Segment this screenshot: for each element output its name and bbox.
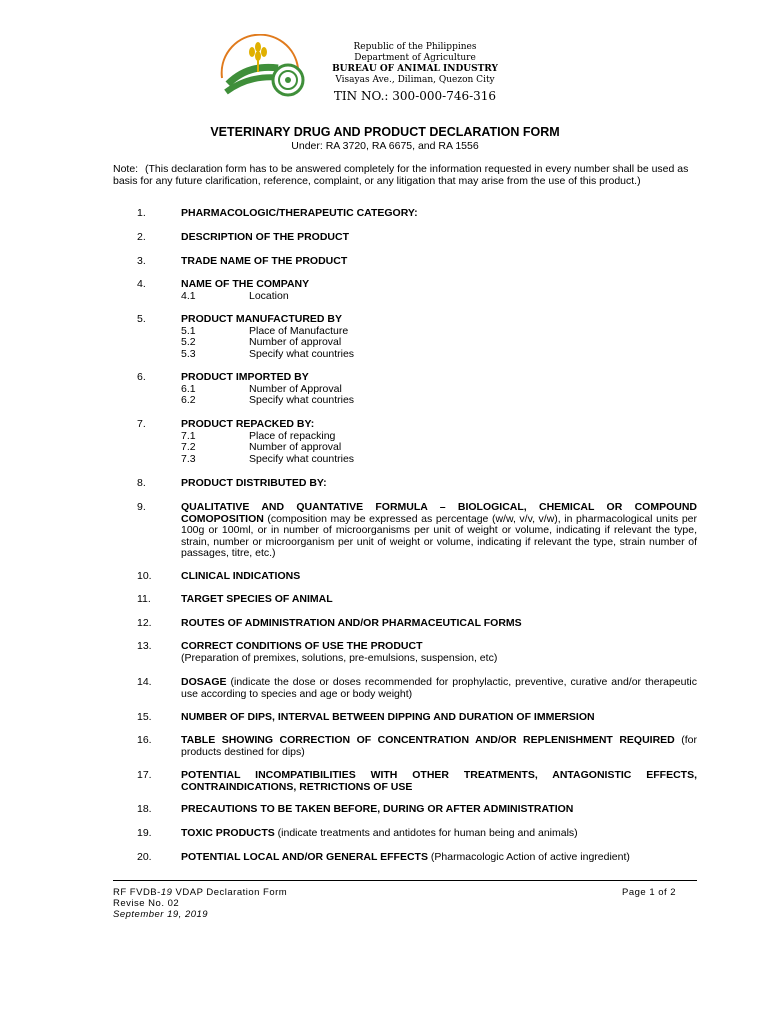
item-heading: NUMBER OF DIPS, INTERVAL BETWEEN DIPPING AND DURATION OF IMMERSION [181,711,595,723]
item-number: 4. [137,278,146,290]
footer-form-code: RF FVDB-19 VDAP Declaration Form [113,887,288,898]
item-heading: TOXIC PRODUCTS [181,827,275,839]
sub-item-number: 7.3 [181,452,196,465]
sub-item [181,349,697,361]
item-number: 5. [137,313,146,325]
sub-item-number: 6.1 [181,382,196,395]
item-number: 20. [137,851,152,863]
item-body [181,828,697,840]
item-number: 16. [137,734,152,746]
header-bureau: BUREAU OF ANIMAL INDUSTRY [332,64,498,74]
item-description: (indicate treatments and antidotes for human being and animals) [274,827,578,839]
item-number: 7. [137,418,146,430]
sub-item-number: 4.1 [181,289,196,302]
item-body [181,770,697,793]
item-heading: POTENTIAL LOCAL AND/OR GENERAL EFFECTS [181,851,428,863]
sub-item-label: Place of repacking [249,429,336,442]
item-number: 14. [137,676,152,688]
sub-item [181,454,697,466]
item-number: 13. [137,640,152,652]
sub-item-number: 6.2 [181,394,196,407]
item-body [181,372,697,407]
item-heading: PRODUCT DISTRIBUTED BY: [181,477,327,489]
sub-item-label: Number of approval [249,441,342,454]
item-body [181,804,697,816]
item-number: 8. [137,477,146,489]
item-number: 1. [137,207,146,219]
sub-item-label: Specify what countries [249,452,355,465]
item-description: (indicate the dose or doses recommended for prophylactic, preventive, curative and/or therapeutic use according to species and age or body weight) [181,676,697,700]
item-body [181,712,697,724]
item-body [181,594,697,606]
item-body [181,208,697,220]
item-body [181,314,697,360]
item-heading: CLINICAL INDICATIONS [181,570,301,582]
header-tin: TIN NO.: 300-000-746-316 [333,89,497,103]
item-description: (composition may be expressed as percentage (w/w, v/v, v/w), in pharmacological units per 100g or 100ml, or in number of microorganisms per unit of weight or volume, indicating if relevant the type, strain, number or microorganism per unit of weight or volume, indicating if relevant the type, strain number of passages, titre, etc.) [181,512,697,560]
item-description: (for products destined for dips) [181,734,697,758]
item-description: (Pharmacologic Action of active ingredient) [427,851,630,863]
item-body [181,279,697,302]
form-legal-basis: Under: RA 3720, RA 6675, and RA 1556 [291,140,479,152]
item-body [181,735,697,758]
item-heading: DESCRIPTION OF THE PRODUCT [181,231,350,243]
sub-item-number: 5.2 [181,336,196,349]
header-department: Department of Agriculture [354,53,476,63]
item-body [181,478,697,490]
form-note [113,163,698,187]
footer-revision: Revise No. 02 [113,898,180,909]
department-of-agriculture-seal [208,34,312,100]
item-heading: DOSAGE [181,676,227,688]
item-heading: PRODUCT IMPORTED BY [181,371,309,383]
item-body [181,419,697,465]
item-number: 9. [137,501,146,513]
item-heading: TARGET SPECIES OF ANIMAL [181,593,333,605]
item-body [181,852,697,864]
header-republic: Republic of the Philippines [353,42,477,52]
note-label: Note: [113,163,139,175]
agency-header [300,42,530,104]
item-number: 12. [137,617,152,629]
sub-item [181,395,697,407]
item-body [181,256,697,268]
note-text: (This declaration form has to be answered completely for the information requested in every number shall be used as basis for any future clarification, reference, complaint, or any litigation that may arise from the use of this product.) [113,163,689,187]
sub-item-label: Location [249,289,289,302]
sub-item-label: Specify what countries [249,394,355,407]
item-number: 15. [137,711,152,723]
item-heading: POTENTIAL INCOMPATIBILITIES WITH OTHER TREATMENTS, ANTAGONISTIC EFFECTS, CONTRAINDICATIONS, RETRICTIONS OF USE [181,769,697,793]
sub-item-label: Specify what countries [249,347,355,360]
item-body [181,618,697,630]
item-body [181,232,697,244]
sub-item-label: Place of Manufacture [249,324,349,337]
item-heading: PRODUCT REPACKED BY: [181,418,315,430]
item-heading: NAME OF THE COMPANY [181,278,310,290]
item-number: 17. [137,769,152,781]
item-description: (Preparation of premixes, solutions, pre-emulsions, suspension, etc) [181,651,498,664]
item-body [181,571,697,583]
item-heading: PHARMACOLOGIC/THERAPEUTIC CATEGORY: [181,207,418,219]
item-number: 10. [137,570,152,582]
item-body [181,641,697,664]
sub-item-number: 5.3 [181,347,196,360]
item-heading: PRODUCT MANUFACTURED BY [181,313,342,325]
sub-item [181,291,697,303]
item-number: 3. [137,255,146,267]
footer-rule [113,880,697,881]
item-body [181,677,697,700]
page-number: Page 1 of 2 [622,887,677,898]
footer-date: September 19, 2019 [113,909,209,920]
item-heading: PRECAUTIONS TO BE TAKEN BEFORE, DURING OR AFTER ADMINISTRATION [181,803,574,815]
item-heading: QUALITATIVE AND QUANTATIVE FORMULA – BIOLOGICAL, CHEMICAL OR COMPOUND COMOPOSITION [181,501,697,525]
item-number: 11. [137,593,151,605]
sub-item-label: Number of approval [249,336,342,349]
sub-item-number: 5.1 [181,324,196,337]
item-heading: TABLE SHOWING CORRECTION OF CONCENTRATION AND/OR REPLENISHMENT REQUIRED [181,734,675,746]
item-number: 2. [137,231,146,243]
item-heading: ROUTES OF ADMINISTRATION AND/OR PHARMACEUTICAL FORMS [181,617,522,629]
sub-item-number: 7.1 [181,429,196,442]
item-heading: TRADE NAME OF THE PRODUCT [181,255,348,267]
footer-info [113,887,287,920]
item-body [181,502,697,560]
item-number: 6. [137,371,146,383]
item-number: 18. [137,803,152,815]
form-title: VETERINARY DRUG AND PRODUCT DECLARATION FORM [210,125,560,139]
item-heading: CORRECT CONDITIONS OF USE THE PRODUCT [181,640,423,652]
item-number: 19. [137,827,152,839]
sub-item-label: Number of Approval [249,382,342,395]
sub-item-number: 7.2 [181,441,196,454]
header-address: Visayas Ave., Diliman, Quezon City [335,75,495,85]
